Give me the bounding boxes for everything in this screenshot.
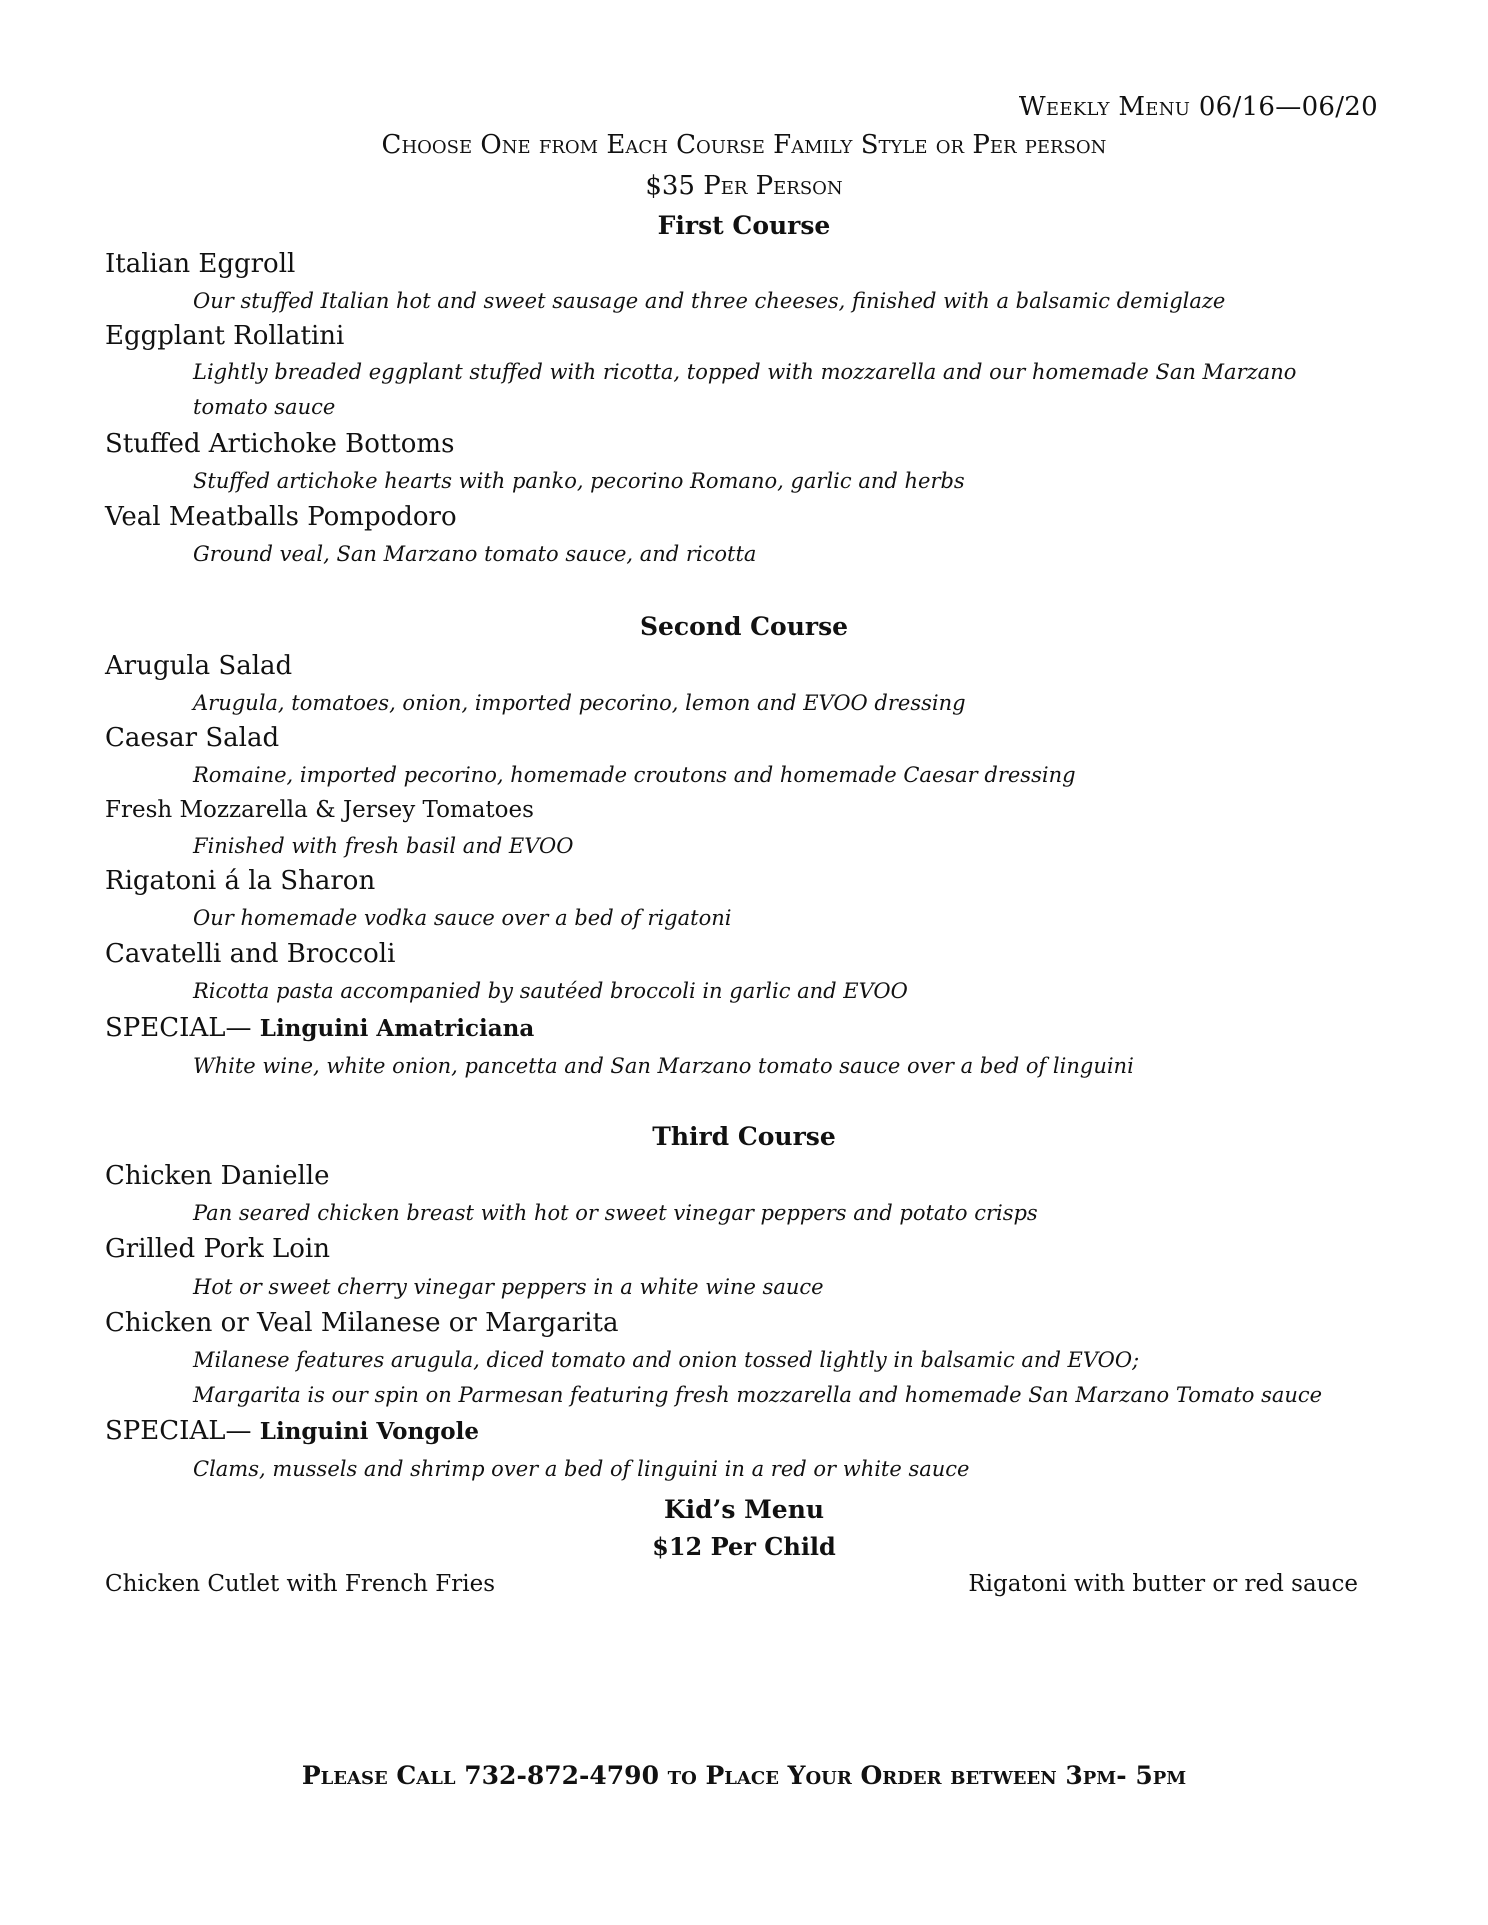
menu-item-name: Grilled Pork Loin xyxy=(105,1234,330,1264)
menu-item-description: Pan seared chicken breast with hot or sweet vinegar peppers and potato crisps xyxy=(193,1201,1038,1225)
kids-menu-price: $12 Per Child xyxy=(652,1532,836,1561)
kids-item-right: Rigatoni with butter or red sauce xyxy=(968,1571,1358,1597)
menu-item-name: Italian Eggroll xyxy=(105,249,296,279)
special-item xyxy=(105,1416,479,1446)
menu-item-description: White wine, white onion, pancetta and San Marzano tomato sauce over a bed of linguini xyxy=(193,1054,1134,1078)
menu-item-name: Veal Meatballs Pompodoro xyxy=(105,502,457,532)
menu-item-description: Lightly breaded eggplant stuffed with ricotta, topped with mozzarella and our homemade San Marzano tomato sauce xyxy=(193,360,1297,419)
order-call-footer: Please Call 732-872-4790 to Place Your Order between 3pm- 5pm xyxy=(301,1761,1187,1790)
third-course-heading: Third Course xyxy=(652,1122,836,1151)
special-label: SPECIAL— xyxy=(105,1013,260,1043)
menu-price: $35 Per Person xyxy=(645,171,843,201)
menu-item-name: Caesar Salad xyxy=(105,723,280,753)
menu-item-description: Ricotta pasta accompanied by sautéed broccoli in garlic and EVOO xyxy=(193,979,908,1003)
menu-item-description: Our homemade vodka sauce over a bed of rigatoni xyxy=(193,906,732,930)
menu-item-name: Chicken Danielle xyxy=(105,1161,330,1191)
first-course-heading: First Course xyxy=(657,211,831,240)
menu-instructions: Choose One from Each Course Family Style or Per person xyxy=(381,130,1107,160)
menu-item-name: Fresh Mozzarella & Jersey Tomatoes xyxy=(105,797,534,823)
menu-item-description: Finished with fresh basil and EVOO xyxy=(193,834,574,858)
menu-item-description: Our stuffed Italian hot and sweet sausage and three cheeses, finished with a balsamic demiglaze xyxy=(193,289,1226,313)
menu-item-description: Margarita is our spin on Parmesan featuring fresh mozzarella and homemade San Marzano Tomato sauce xyxy=(193,1383,1323,1407)
kids-item-left: Chicken Cutlet with French Fries xyxy=(105,1571,496,1597)
special-label: SPECIAL— xyxy=(105,1416,260,1446)
menu-item-name: Eggplant Rollatini xyxy=(105,321,345,351)
second-course-heading: Second Course xyxy=(639,612,849,641)
menu-item-description: Milanese features arugula, diced tomato and onion tossed lightly in balsamic and EVOO; xyxy=(193,1348,1140,1372)
kids-menu-heading: Kid’s Menu xyxy=(663,1495,825,1524)
menu-item-name: Rigatoni á la Sharon xyxy=(105,866,376,896)
menu-item-name: Stuffed Artichoke Bottoms xyxy=(105,429,455,459)
weekly-menu-date: Weekly Menu 06/16—06/20 xyxy=(1018,92,1378,122)
menu-item-description: Hot or sweet cherry vinegar peppers in a white wine sauce xyxy=(193,1275,824,1299)
menu-item-name: Chicken or Veal Milanese or Margarita xyxy=(105,1308,619,1338)
menu-item-name: Arugula Salad xyxy=(105,651,293,681)
special-item xyxy=(105,1013,534,1043)
menu-item-description: Stuffed artichoke hearts with panko, pecorino Romano, garlic and herbs xyxy=(193,469,965,493)
special-item-name: Linguini Amatriciana xyxy=(259,1015,535,1042)
menu-item-description: Romaine, imported pecorino, homemade croutons and homemade Caesar dressing xyxy=(193,763,1076,787)
menu-item-description: Arugula, tomatoes, onion, imported pecorino, lemon and EVOO dressing xyxy=(193,691,966,715)
menu-item-description: Ground veal, San Marzano tomato sauce, and ricotta xyxy=(193,542,757,566)
menu-item-description: Clams, mussels and shrimp over a bed of linguini in a red or white sauce xyxy=(193,1457,970,1481)
special-item-name: Linguini Vongole xyxy=(259,1418,479,1445)
menu-item-name: Cavatelli and Broccoli xyxy=(105,939,396,969)
